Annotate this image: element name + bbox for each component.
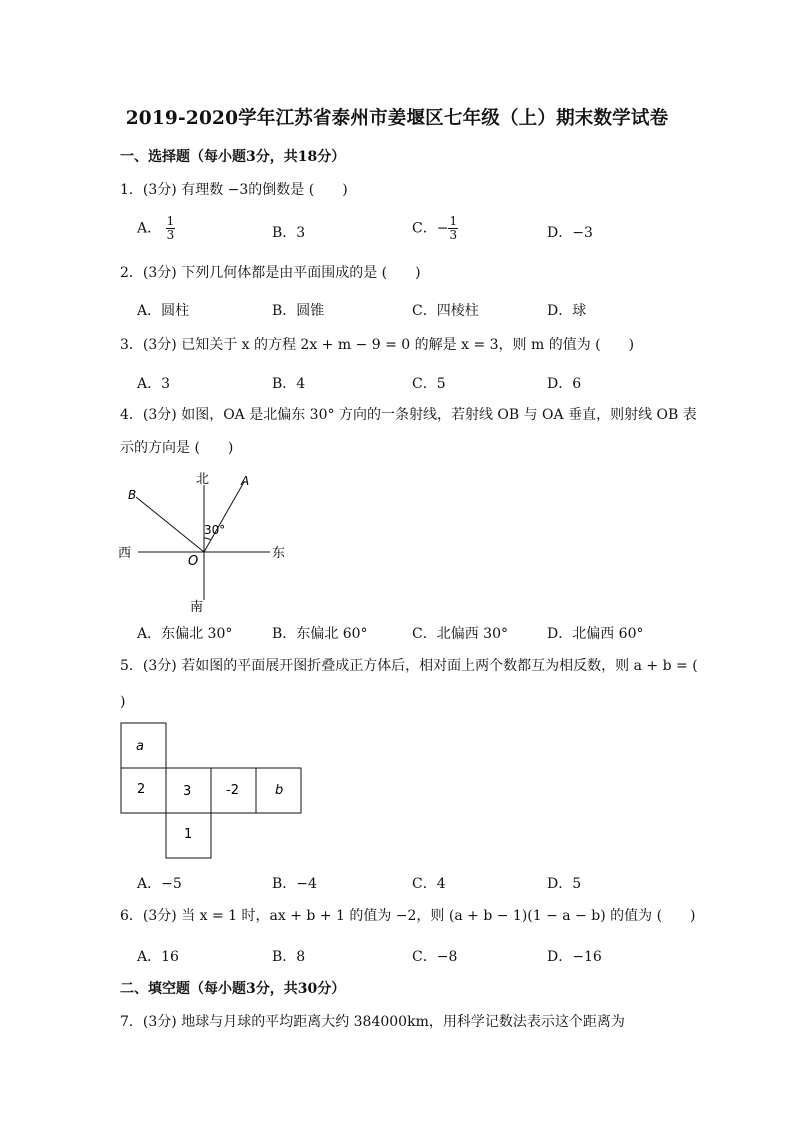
label-east: 东 bbox=[272, 546, 286, 561]
question-2-stem: 2．(3分) 下列几何体都是由平面围成的是 ( ) bbox=[120, 265, 421, 281]
q5-option-b: B．−4 bbox=[272, 876, 317, 892]
q2-option-c: C．四棱柱 bbox=[412, 303, 479, 319]
q5-option-d: D．5 bbox=[547, 876, 582, 892]
label-west: 西 bbox=[118, 546, 132, 561]
label-b: B bbox=[128, 488, 137, 502]
q3-option-d: D．6 bbox=[547, 376, 582, 392]
q6-option-c: C．−8 bbox=[412, 949, 458, 965]
q4-option-a: A．东偏北 30° bbox=[137, 626, 233, 642]
question-7-stem: 7．(3分) 地球与月球的平均距离大约 384000km，用科学记数法表示这个距离为 bbox=[120, 1014, 625, 1030]
question-5-stem-line1: 5．(3分) 若如图的平面展开图折叠成正方体后，相对面上两个数都互为相反数，则 a + b = ( bbox=[120, 658, 698, 674]
q3-option-b: B．4 bbox=[272, 376, 306, 392]
q4-option-d: D．北偏西 60° bbox=[547, 626, 644, 642]
ray-ob bbox=[136, 497, 204, 552]
cube-net-figure bbox=[118, 720, 308, 860]
net-label-neg2: -2 bbox=[226, 783, 239, 798]
section-heading-fill: 二、填空题（每小题3分，共30分） bbox=[120, 981, 346, 997]
net-label-b: b bbox=[275, 783, 284, 798]
q4-option-c: C．北偏西 30° bbox=[412, 626, 508, 642]
q6-option-a: A．16 bbox=[137, 949, 179, 965]
net-label-1: 1 bbox=[184, 827, 193, 842]
page-title: 2019-2020学年江苏省泰州市姜堰区七年级（上）期末数学试卷 bbox=[125, 108, 669, 129]
q1-option-d: D．−3 bbox=[547, 225, 593, 241]
section-heading-choice: 一、选择题（每小题3分，共18分） bbox=[120, 149, 346, 165]
question-4-stem-line2: 示的方向是 ( ) bbox=[120, 440, 234, 456]
label-south: 南 bbox=[190, 600, 204, 615]
q2-option-d: D．球 bbox=[547, 303, 587, 319]
label-angle: 30° bbox=[204, 523, 226, 537]
label-a: A bbox=[241, 474, 250, 488]
net-label-2: 2 bbox=[137, 782, 146, 797]
net-label-3: 3 bbox=[183, 784, 192, 799]
q2-option-b: B．圆锥 bbox=[272, 303, 325, 319]
q5-option-c: C．4 bbox=[412, 876, 446, 892]
q1-option-b: B．3 bbox=[272, 225, 306, 241]
q3-option-a: A．3 bbox=[137, 376, 171, 392]
q2-option-a: A．圆柱 bbox=[137, 303, 190, 319]
question-4-stem-line1: 4．(3分) 如图，OA 是北偏东 30° 方向的一条射线，若射线 OB 与 OA 垂直，则射线 OB 表 bbox=[120, 407, 697, 423]
question-5-stem-line2: ) bbox=[120, 694, 126, 710]
q3-option-c: C．5 bbox=[412, 376, 446, 392]
question-3-stem: 3．(3分) 已知关于 x 的方程 2x + m − 9 = 0 的解是 x = 3，则 m 的值为 ( ) bbox=[120, 337, 635, 353]
q6-option-d: D．−16 bbox=[547, 949, 602, 965]
q1-option-a: A． $\frac{1}{3}$ bbox=[137, 214, 175, 242]
label-north: 北 bbox=[196, 472, 210, 487]
net-label-a: a bbox=[136, 739, 144, 754]
q6-option-b: B．8 bbox=[272, 949, 306, 965]
q4-option-b: B．东偏北 60° bbox=[272, 626, 368, 642]
q1-option-c: C．− $\frac{1}{3}$ bbox=[412, 214, 458, 242]
question-1-stem: 1．(3分) 有理数 −3的倒数是 ( ) bbox=[120, 182, 348, 198]
q5-option-a: A．−5 bbox=[137, 876, 182, 892]
direction-figure bbox=[110, 465, 300, 615]
label-o: O bbox=[188, 554, 199, 569]
ray-oa bbox=[204, 482, 244, 552]
question-6-stem: 6．(3分) 当 x = 1 时，ax + b + 1 的值为 −2，则 (a + b − 1)(1 − a − b) 的值为 ( ) bbox=[120, 908, 696, 924]
angle-arc bbox=[204, 538, 211, 540]
